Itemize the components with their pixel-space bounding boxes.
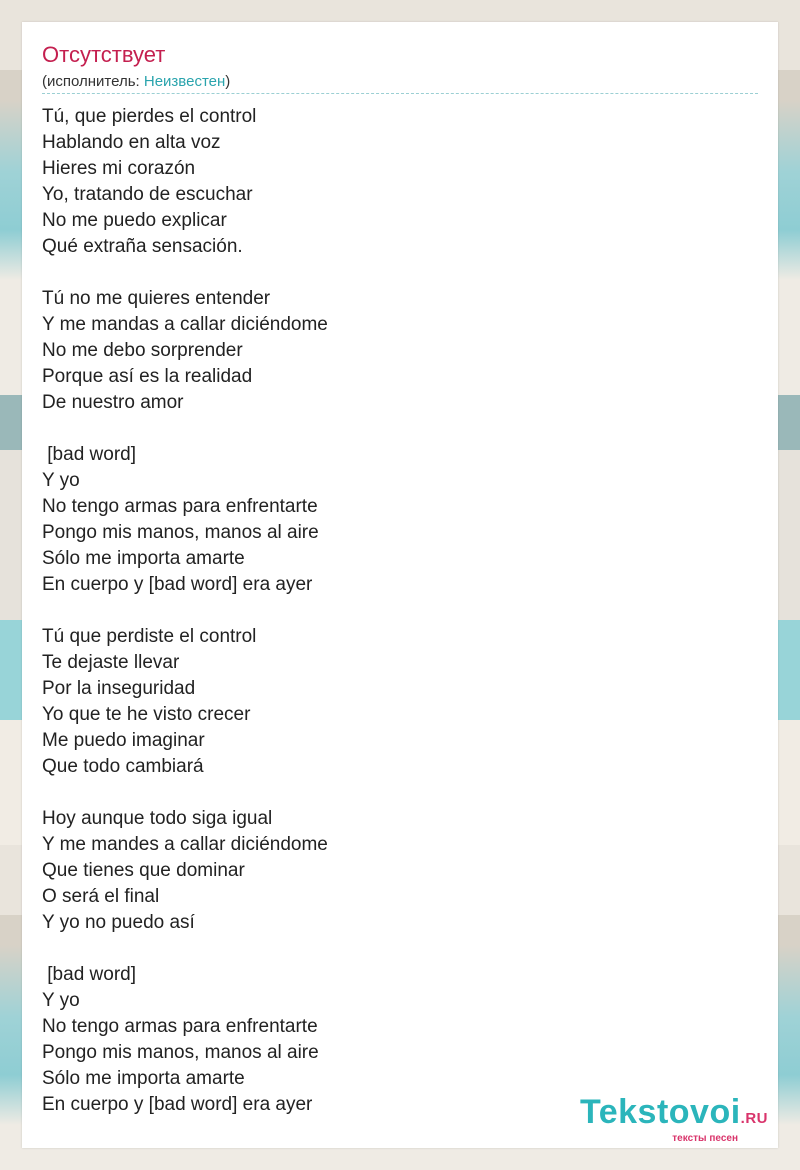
lyric-line: Que todo cambiará (42, 756, 204, 777)
lyric-line: En cuerpo y [bad word] era ayer (42, 1094, 313, 1115)
lyric-line: Yo, tratando de escuchar (42, 184, 253, 205)
lyric-line: Por la inseguridad (42, 678, 196, 699)
lyric-line: Me puedo imaginar (42, 730, 205, 751)
lyric-line: [bad word] (42, 444, 136, 465)
lyric-line: Te dejaste llevar (42, 652, 180, 673)
artist-link[interactable]: Неизвестен (143, 73, 226, 90)
lyric-line: Y yo no puedo así (42, 912, 195, 933)
artist-line (42, 73, 230, 90)
lyric-line: No tengo armas para enfrentarte (42, 496, 318, 517)
lyric-line: Que tienes que dominar (42, 860, 245, 881)
lyrics-stanza (42, 442, 742, 598)
lyrics-stanza (42, 806, 742, 936)
lyric-line: Hoy aunque todo siga igual (42, 808, 273, 829)
lyrics-card (22, 22, 778, 1148)
lyrics-stanza (42, 624, 742, 780)
lyric-line: De nuestro amor (42, 392, 184, 413)
lyric-line: Hablando en alta voz (42, 132, 221, 153)
lyric-line: Yo que te he visto crecer (42, 704, 251, 725)
lyric-line: No me puedo explicar (42, 210, 227, 231)
lyric-line: Pongo mis manos, manos al aire (42, 1042, 319, 1063)
lyric-line: Y yo (42, 990, 80, 1011)
lyric-line: Tú que perdiste el control (42, 626, 257, 647)
lyric-line: Y yo (42, 470, 80, 491)
logo-tagline: тексты песен (672, 1133, 738, 1144)
lyric-line: [bad word] (42, 964, 136, 985)
song-title: Отсутствует (42, 42, 166, 67)
lyrics-stanza (42, 286, 742, 416)
title-divider (42, 93, 758, 94)
lyric-line: Tú no me quieres entender (42, 288, 271, 309)
lyric-line: Y me mandes a callar diciéndome (42, 834, 328, 855)
lyric-line: Porque así es la realidad (42, 366, 253, 387)
artist-suffix: ) (225, 73, 231, 90)
artist-prefix: (исполнитель: (42, 73, 144, 90)
lyric-line: Tú, que pierdes el control (42, 106, 257, 127)
lyric-line: Hieres mi corazón (42, 158, 196, 179)
lyric-line: No tengo armas para enfrentarte (42, 1016, 318, 1037)
lyrics-stanza (42, 104, 742, 260)
lyric-line: No me debo sorprender (42, 340, 243, 361)
lyrics-body (42, 104, 742, 1144)
logo-name: Tekstovoi (579, 1093, 741, 1131)
logo-tld: .RU (740, 1110, 768, 1127)
lyric-line: Sólo me importa amarte (42, 548, 245, 569)
lyric-line: Qué extraña sensación. (42, 236, 243, 257)
site-logo[interactable] (580, 1094, 768, 1144)
lyric-line: En cuerpo y [bad word] era ayer (42, 574, 313, 595)
lyric-line: Y me mandas a callar diciéndome (42, 314, 328, 335)
lyric-line: Pongo mis manos, manos al aire (42, 522, 319, 543)
lyric-line: O será el final (42, 886, 160, 907)
lyric-line: Sólo me importa amarte (42, 1068, 245, 1089)
